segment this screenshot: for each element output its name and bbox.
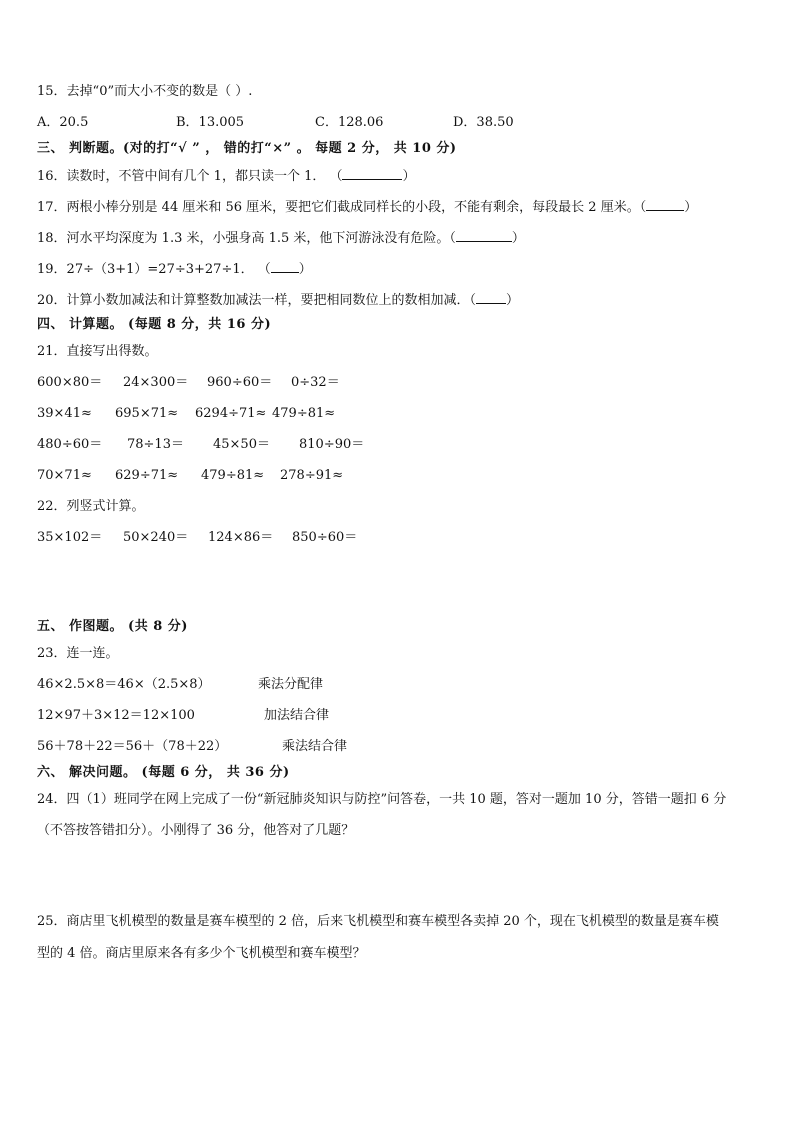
q15-option-a: A．20.5 — [37, 115, 89, 130]
q20-answer-blank[interactable] — [476, 290, 506, 304]
q22-expr: 35×102＝ — [37, 530, 103, 545]
q21-expr: 45×50＝ — [213, 437, 270, 452]
q22-expr: 850÷60＝ — [292, 530, 358, 545]
q23-left-item: 46×2.5×8＝46×（2.5×8） — [37, 677, 211, 692]
q21-expr: 960÷60＝ — [207, 375, 273, 390]
q20-text: 20．计算小数加减法和计算整数加减法一样，要把相同数位上的数相加减．（ — [37, 293, 477, 308]
q18-text: 18．河水平均深度为 1.3 米，小强身高 1.5 米，他下河游泳没有危险。（ — [37, 231, 456, 246]
section-6-heading: 六、 解决问题。 (每题 6 分， 共 36 分) — [37, 765, 290, 780]
q18-close: ） — [511, 231, 525, 246]
q21-expr: 479÷81≈ — [272, 406, 336, 421]
q16-answer-blank[interactable] — [342, 166, 402, 180]
q17-close: ） — [684, 200, 698, 215]
q21-expr: 78÷13＝ — [127, 437, 184, 452]
q15-option-c: C．128.06 — [315, 115, 384, 130]
q22-expr: 124×86＝ — [208, 530, 274, 545]
q15-option-d: D．38.50 — [453, 115, 514, 130]
q21-expr: 695×71≈ — [115, 406, 179, 421]
q16-text: 16．读数时，不管中间有几个 1，都只读一个 1． （ — [37, 169, 343, 184]
q20 — [37, 290, 519, 310]
q17-answer-blank[interactable] — [646, 197, 684, 211]
q16-close: ） — [402, 169, 416, 184]
q21-expr: 278÷91≈ — [280, 468, 344, 483]
q24-line-2: （不答按答错扣分）。小刚得了 36 分，他答对了几题？ — [37, 823, 355, 838]
q23-left-item: 56＋78＋22＝56＋（78＋22） — [37, 739, 228, 754]
q21-expr: 600×80＝ — [37, 375, 103, 390]
q23-title: 23．连一连。 — [37, 646, 119, 661]
q19-answer-blank[interactable] — [271, 259, 299, 273]
q17-text: 17．两根小棒分别是 44 厘米和 56 厘米，要把它们截成同样长的小段，不能有剩余，每段最长 2 厘米。（ — [37, 200, 647, 215]
q22-expr: 50×240＝ — [123, 530, 189, 545]
q24-line-1: 24．四（1）班同学在网上完成了一份“新冠肺炎知识与防控”问答卷，一共 10 题，答对一题加 10 分，答错一题扣 6 分 — [37, 792, 727, 807]
q21-title: 21．直接写出得数。 — [37, 344, 158, 359]
q21-expr: 480÷60＝ — [37, 437, 103, 452]
q25-line-1: 25．商店里飞机模型的数量是赛车模型的 2 倍，后来飞机模型和赛车模型各卖掉 20 个，现在飞机模型的数量是赛车模 — [37, 914, 719, 929]
q15-stem: 15．去掉“0”而大小不变的数是（ ）. — [37, 84, 253, 99]
q23-right-item: 加法结合律 — [264, 708, 330, 723]
q15-option-b: B．13.005 — [176, 115, 245, 130]
q23-left-item: 12×97＋3×12＝12×100 — [37, 708, 195, 723]
q23-right-item: 乘法结合律 — [282, 739, 348, 754]
section-4-heading: 四、 计算题。 (每题 8 分，共 16 分) — [37, 317, 272, 332]
section-5-heading: 五、 作图题。 (共 8 分) — [37, 619, 188, 634]
q19-close: ） — [298, 262, 312, 277]
q17 — [37, 197, 697, 217]
q19-text: 19．27÷（3+1）=27÷3+27÷1． （ — [37, 262, 271, 277]
q19 — [37, 259, 312, 279]
q21-expr: 24×300＝ — [123, 375, 189, 390]
q23-right-item: 乘法分配律 — [258, 677, 324, 692]
q21-expr: 629÷71≈ — [115, 468, 179, 483]
q20-close: ） — [506, 293, 520, 308]
q21-expr: 6294÷71≈ — [195, 406, 267, 421]
q16 — [37, 166, 416, 186]
q21-expr: 479÷81≈ — [201, 468, 265, 483]
q18-answer-blank[interactable] — [456, 228, 512, 242]
q21-expr: 0÷32＝ — [291, 375, 340, 390]
q25-line-2: 型的 4 倍。商店里原来各有多少个飞机模型和赛车模型？ — [37, 946, 366, 961]
q22-title: 22．列竖式计算。 — [37, 499, 145, 514]
q21-expr: 810÷90＝ — [299, 437, 365, 452]
q21-expr: 70×71≈ — [37, 468, 92, 483]
q18 — [37, 228, 525, 248]
section-3-heading: 三、 判断题。(对的打“√ ” ， 错的打“×” 。 每题 2 分， 共 10 分) — [37, 141, 457, 156]
q21-expr: 39×41≈ — [37, 406, 92, 421]
